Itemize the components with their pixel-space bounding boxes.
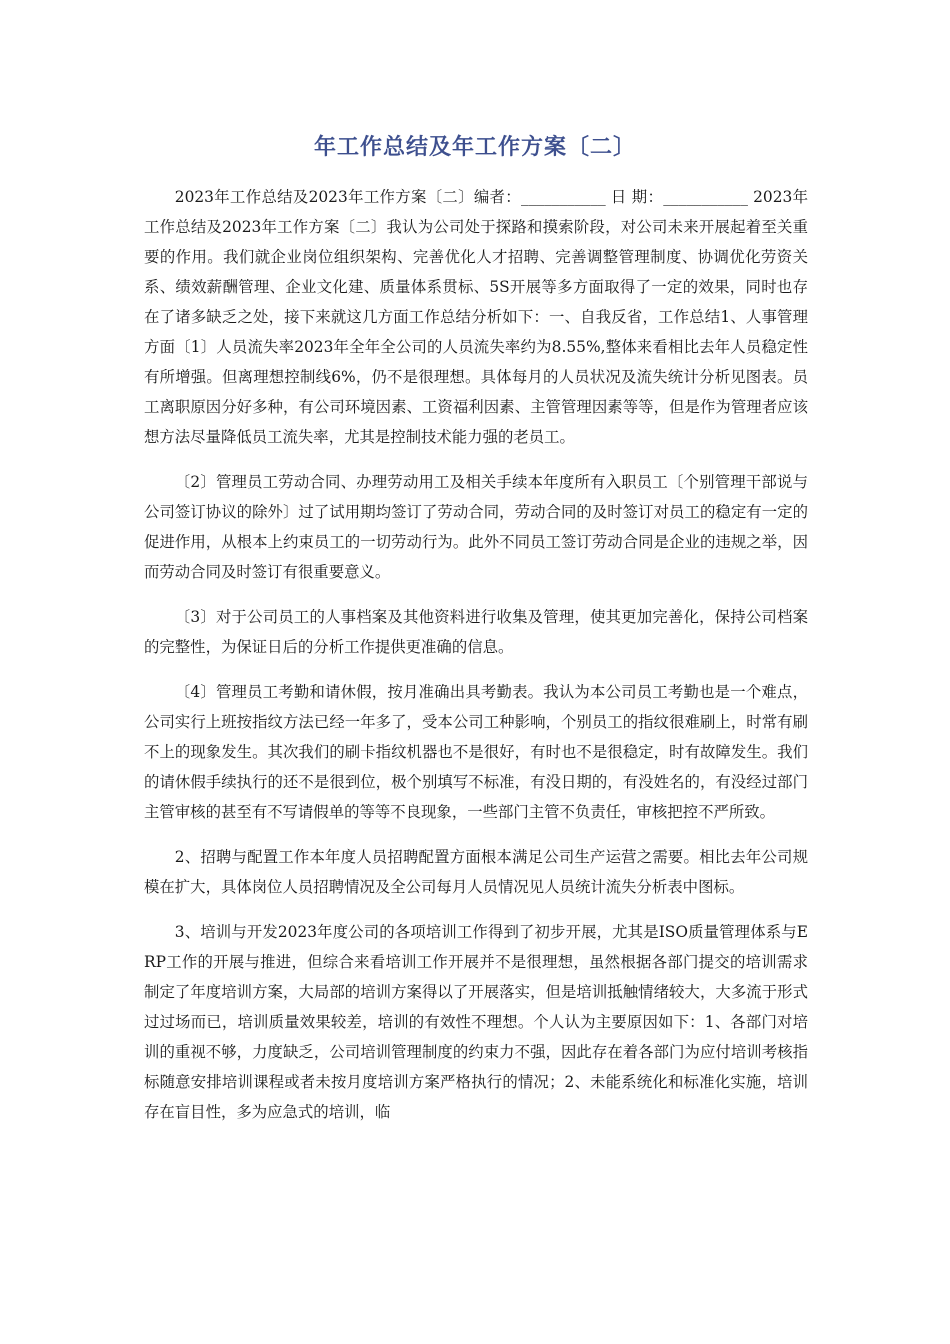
paragraph-intro: 2023年工作总结及2023年工作方案〔二〕编者：___________ 日 期：___________ 2023年工作总结及2023年工作方案〔二〕我认为公司处于探路和摸索阶段，对公司未来开展起着至关重要的作用。我们就企业岗位组织架构、完善优化人才招聘、完善调整管理制度、协调优化劳资关系、绩效薪酬管理、企业文化建、质量体系贯标、5S开展等多方面取得了一定的效果，同时也存在了诸多缺乏之处，接下来就这几方面工作总结分析如下：一、自我反省，工作总结1、人事管理方面〔1〕人员流失率2023年全年全公司的人员流失率约为8.55%,整体来看相比去年人员稳定性有所增强。但离理想控制线6%，仍不是很理想。具体每月的人员状况及流失统计分析见图表。员工离职原因分好多种，有公司环境因素、工资福利因素、主管管理因素等等，但是作为管理者应该想方法尽量降低员工流失率，尤其是控制技术能力强的老员工。 (144, 188, 808, 446)
paragraph-personnel-files: 〔3〕对于公司员工的人事档案及其他资料进行收集及管理，使其更加完善化，保持公司档案的完整性，为保证日后的分析工作提供更准确的信息。 (144, 608, 808, 656)
document-body (144, 182, 808, 1142)
document-title: 年工作总结及年工作方案〔二〕 (313, 135, 636, 160)
paragraph-labor-contract: 〔2〕管理员工劳动合同、办理劳动用工及相关手续本年度所有入职员工〔个别管理干部说与公司签订协议的除外〕过了试用期均签订了劳动合同，劳动合同的及时签订对员工的稳定有一定的促进作用，从根本上约束员工的一切劳动行为。此外不同员工签订劳动合同是企业的违规之举，因而劳动合同及时签订有很重要意义。 (144, 473, 808, 581)
paragraph-recruitment: 2、招聘与配置工作本年度人员招聘配置方面根本满足公司生产运营之需要。相比去年公司规模在扩大，具体岗位人员招聘情况及全公司每月人员情况见人员统计流失分析表中图标。 (144, 848, 808, 896)
paragraph-attendance: 〔4〕管理员工考勤和请休假，按月准确出具考勤表。我认为本公司员工考勤也是一个难点，公司实行上班按指纹方法已经一年多了，受本公司工种影响，个别员工的指纹很难刷上，时常有刷不上的现象发生。其次我们的刷卡指纹机器也不是很好，有时也不是很稳定，时有故障发生。我们的请休假手续执行的还不是很到位，极个别填写不标准，有没日期的，有没姓名的，有没经过部门主管审核的甚至有不写请假单的等等不良现象，一些部门主管不负责任，审核把控不严所致。 (144, 683, 808, 821)
paragraph-training: 3、培训与开发2023年度公司的各项培训工作得到了初步开展，尤其是ISO质量管理体系与ERP工作的开展与推进，但综合来看培训工作开展并不是很理想，虽然根据各部门提交的培训需求制定了年度培训方案，大局部的培训方案得以了开展落实，但是培训抵触情绪较大，大多流于形式过过场而已，培训质量效果较差，培训的有效性不理想。个人认为主要原因如下：1、各部门对培训的重视不够，力度缺乏，公司培训管理制度的约束力不强，因此存在着各部门为应付培训考核指标随意安排培训课程或者未按月度培训方案严格执行的情况；2、未能系统化和标准化实施，培训存在盲目性，多为应急式的培训，临 (144, 923, 808, 1121)
